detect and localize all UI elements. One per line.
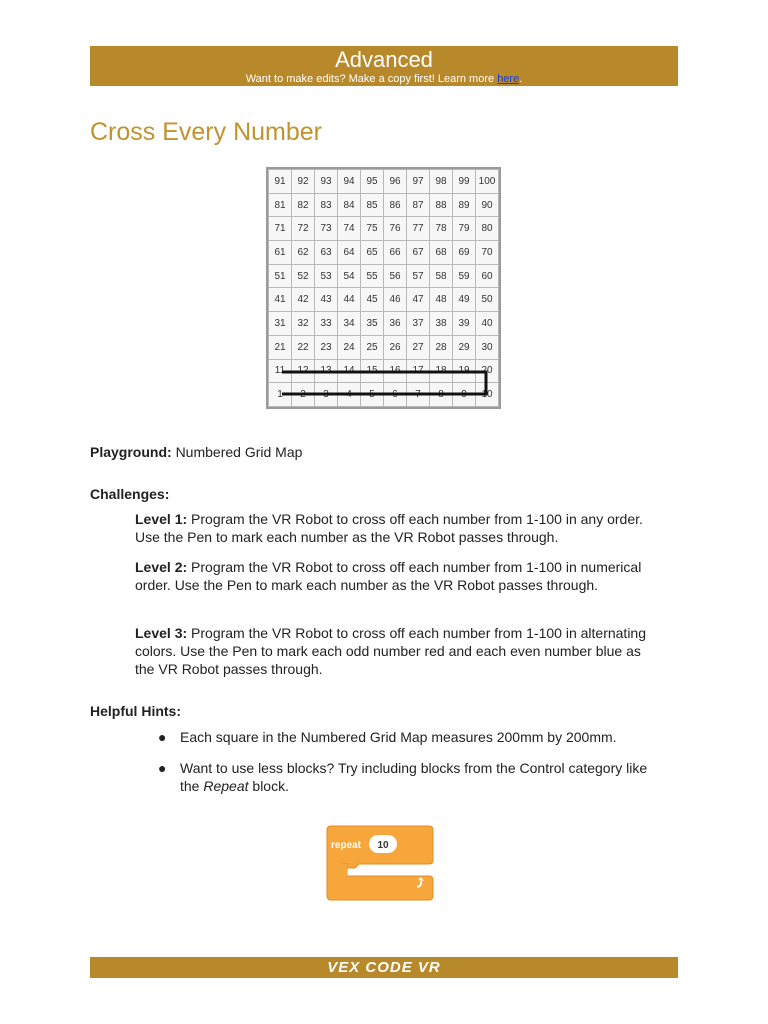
level-3 [135, 624, 655, 678]
grid-cell: 23 [315, 335, 338, 359]
grid-cell: 21 [269, 335, 292, 359]
hint-2-italic: Repeat [203, 778, 249, 794]
grid-row [269, 359, 499, 383]
grid-cell: 41 [269, 288, 292, 312]
grid-cell: 57 [407, 264, 430, 288]
grid-cell: 44 [338, 288, 361, 312]
grid-row [269, 383, 499, 407]
grid-cell: 82 [292, 193, 315, 217]
grid-cell: 56 [384, 264, 407, 288]
grid-cell: 83 [315, 193, 338, 217]
footer-banner [90, 957, 678, 978]
level-1-label: Level 1: [135, 511, 188, 527]
level-3-text: Program the VR Robot to cross off each number from 1-100 in alternating colors. Use the Pen to mark each odd number red and each even number blue as the VR Robot passes through. [135, 625, 647, 677]
bullet-icon: ● [158, 729, 167, 745]
grid-cell: 18 [430, 359, 453, 383]
grid-cell: 66 [384, 241, 407, 265]
grid-cell: 32 [292, 312, 315, 336]
number-grid [268, 169, 499, 407]
hint-1-text: Each square in the Numbered Grid Map measures 200mm by 200mm. [180, 729, 617, 745]
grid-row [269, 335, 499, 359]
grid-cell: 92 [292, 170, 315, 194]
banner-subtitle [90, 73, 678, 85]
grid-cell: 11 [269, 359, 292, 383]
grid-cell: 40 [476, 312, 499, 336]
grid-cell: 51 [269, 264, 292, 288]
grid-cell: 55 [361, 264, 384, 288]
grid-cell: 93 [315, 170, 338, 194]
level-1-text: Program the VR Robot to cross off each number from 1-100 in any order. Use the Pen to mark each number as the VR Robot passes through. [135, 511, 643, 545]
banner-subtitle-suffix: . [519, 73, 523, 85]
grid-cell: 36 [384, 312, 407, 336]
level-3-label: Level 3: [135, 625, 188, 641]
grid-cell: 30 [476, 335, 499, 359]
grid-cell: 60 [476, 264, 499, 288]
grid-cell: 67 [407, 241, 430, 265]
grid-cell: 94 [338, 170, 361, 194]
grid-cell: 26 [384, 335, 407, 359]
grid-cell: 63 [315, 241, 338, 265]
grid-row [269, 312, 499, 336]
grid-cell: 45 [361, 288, 384, 312]
list-item [158, 759, 668, 795]
repeat-block-image [325, 824, 435, 904]
repeat-block-label: repeat [331, 840, 362, 851]
grid-cell: 96 [384, 170, 407, 194]
grid-cell: 35 [361, 312, 384, 336]
grid-row [269, 241, 499, 265]
grid-cell: 78 [430, 217, 453, 241]
hint-2-text-after: block. [248, 778, 289, 794]
grid-cell: 6 [384, 383, 407, 407]
hints-heading-text: Helpful Hints: [90, 703, 181, 719]
grid-cell: 14 [338, 359, 361, 383]
grid-cell: 46 [384, 288, 407, 312]
grid-row [269, 170, 499, 194]
grid-row [269, 217, 499, 241]
grid-cell: 47 [407, 288, 430, 312]
grid-cell: 91 [269, 170, 292, 194]
grid-cell: 77 [407, 217, 430, 241]
grid-cell: 33 [315, 312, 338, 336]
grid-cell: 37 [407, 312, 430, 336]
learn-more-link[interactable]: here [497, 73, 520, 85]
grid-cell: 9 [453, 383, 476, 407]
repeat-count: 10 [377, 840, 389, 851]
grid-cell: 65 [361, 241, 384, 265]
grid-cell: 71 [269, 217, 292, 241]
grid-cell: 81 [269, 193, 292, 217]
grid-cell: 42 [292, 288, 315, 312]
grid-cell: 59 [453, 264, 476, 288]
grid-cell: 79 [453, 217, 476, 241]
grid-cell: 31 [269, 312, 292, 336]
playground-value: Numbered Grid Map [175, 444, 303, 460]
grid-cell: 27 [407, 335, 430, 359]
grid-cell: 89 [453, 193, 476, 217]
header-banner [90, 46, 678, 86]
grid-cell: 19 [453, 359, 476, 383]
grid-cell: 52 [292, 264, 315, 288]
grid-cell: 80 [476, 217, 499, 241]
grid-cell: 16 [384, 359, 407, 383]
grid-cell: 4 [338, 383, 361, 407]
grid-cell: 2 [292, 383, 315, 407]
bullet-icon: ● [158, 760, 167, 776]
grid-cell: 43 [315, 288, 338, 312]
grid-row [269, 264, 499, 288]
grid-cell: 61 [269, 241, 292, 265]
grid-cell: 90 [476, 193, 499, 217]
hints-list [158, 728, 668, 808]
grid-cell: 73 [315, 217, 338, 241]
grid-cell: 54 [338, 264, 361, 288]
grid-cell: 53 [315, 264, 338, 288]
numbered-grid-map-image [266, 167, 501, 409]
grid-cell: 100 [476, 170, 499, 194]
grid-row [269, 288, 499, 312]
grid-cell: 22 [292, 335, 315, 359]
grid-cell: 24 [338, 335, 361, 359]
grid-cell: 10 [476, 383, 499, 407]
grid-cell: 17 [407, 359, 430, 383]
grid-cell: 28 [430, 335, 453, 359]
banner-subtitle-text: Want to make edits? Make a copy first! Learn more [245, 73, 498, 85]
grid-cell: 98 [430, 170, 453, 194]
level-2-label: Level 2: [135, 559, 188, 575]
grid-cell: 58 [430, 264, 453, 288]
list-item [158, 728, 668, 746]
grid-cell: 12 [292, 359, 315, 383]
grid-cell: 74 [338, 217, 361, 241]
challenges-heading-text: Challenges: [90, 486, 170, 502]
playground-line [90, 443, 302, 461]
grid-cell: 84 [338, 193, 361, 217]
vexcode-vr-logo: VEX CODE VR [327, 959, 441, 976]
grid-cell: 69 [453, 241, 476, 265]
grid-cell: 39 [453, 312, 476, 336]
grid-cell: 15 [361, 359, 384, 383]
grid-row [269, 193, 499, 217]
grid-cell: 1 [269, 383, 292, 407]
grid-cell: 29 [453, 335, 476, 359]
grid-cell: 97 [407, 170, 430, 194]
grid-cell: 62 [292, 241, 315, 265]
grid-cell: 76 [384, 217, 407, 241]
grid-cell: 8 [430, 383, 453, 407]
grid-cell: 25 [361, 335, 384, 359]
playground-label: Playground: [90, 444, 172, 460]
grid-cell: 95 [361, 170, 384, 194]
grid-cell: 38 [430, 312, 453, 336]
grid-cell: 86 [384, 193, 407, 217]
grid-cell: 85 [361, 193, 384, 217]
level-2 [135, 558, 655, 594]
grid-cell: 87 [407, 193, 430, 217]
grid-cell: 7 [407, 383, 430, 407]
grid-cell: 88 [430, 193, 453, 217]
grid-cell: 3 [315, 383, 338, 407]
page-title: Cross Every Number [90, 118, 322, 146]
banner-title: Advanced [335, 47, 433, 72]
grid-cell: 20 [476, 359, 499, 383]
grid-cell: 5 [361, 383, 384, 407]
challenges-heading [90, 485, 169, 503]
grid-cell: 13 [315, 359, 338, 383]
grid-cell: 99 [453, 170, 476, 194]
grid-cell: 34 [338, 312, 361, 336]
grid-cell: 70 [476, 241, 499, 265]
grid-cell: 72 [292, 217, 315, 241]
grid-cell: 48 [430, 288, 453, 312]
grid-cell: 50 [476, 288, 499, 312]
level-1 [135, 510, 655, 546]
grid-cell: 75 [361, 217, 384, 241]
grid-cell: 68 [430, 241, 453, 265]
hints-heading [90, 702, 181, 720]
hint-2-text-before: Want to use less blocks? Try including blocks from the Control category like the [180, 760, 648, 794]
level-2-text: Program the VR Robot to cross off each number from 1-100 in numerical order. Use the Pen to mark each number as the VR Robot passes through. [135, 559, 642, 593]
grid-cell: 64 [338, 241, 361, 265]
grid-cell: 49 [453, 288, 476, 312]
